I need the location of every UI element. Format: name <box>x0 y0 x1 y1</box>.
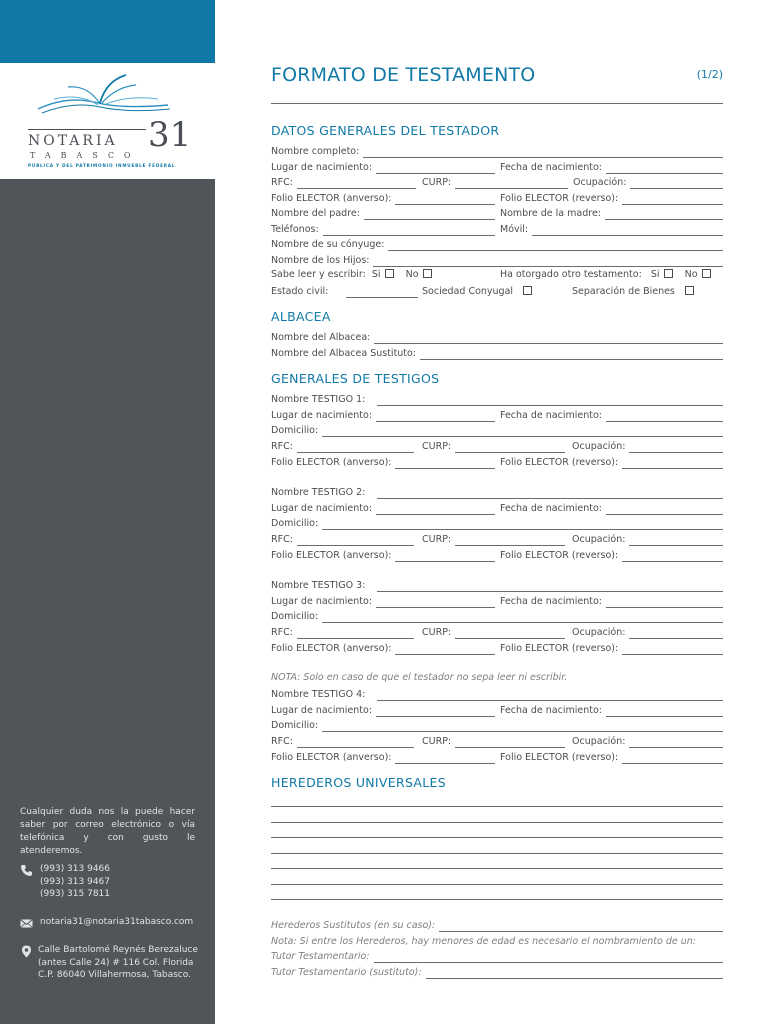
contact-message: Cualquier duda nos la puede hacer saber por correo electrónico o vía telefónica y con gusto le atenderemos. <box>20 807 195 856</box>
testador-folio-anverso-field[interactable] <box>271 191 495 205</box>
sidebar <box>0 0 215 1024</box>
testigo-2-nombre-row <box>271 485 723 499</box>
address-line-1: Calle Bartolomé Reynés Berezaluce <box>38 945 198 955</box>
field-label: Ocupación: <box>572 441 626 452</box>
albacea-sustituto-row <box>271 346 723 360</box>
testigo-4-domicilio-field[interactable] <box>271 718 723 732</box>
testador-rfc-field[interactable] <box>271 175 416 189</box>
estado-civil-field[interactable] <box>271 284 418 298</box>
field-label: Domicilio: <box>271 425 319 436</box>
address-line-2: (antes Calle 24) # 116 Col. Florida <box>38 957 194 968</box>
field-label: Folio ELECTOR (anverso): <box>271 457 392 468</box>
testigo-1-domicilio-field[interactable] <box>271 423 723 437</box>
testigo-4-ocupacion-field[interactable] <box>572 734 723 748</box>
heredero-line-7[interactable] <box>271 899 723 900</box>
logo-subtitle: TABASCO <box>30 151 141 160</box>
testador-curp-field[interactable] <box>422 175 568 189</box>
testador-lugar-field[interactable] <box>271 160 495 174</box>
testigo-4-note: NOTA: Solo en caso de que el testador no sepa leer ni escribir. <box>271 672 568 683</box>
herederos-sustitutos-row <box>271 918 723 932</box>
testigo-1-nombre-field[interactable] <box>271 392 723 406</box>
testigo-1-folio-anverso-field[interactable] <box>271 455 495 469</box>
email-link[interactable]: notaria31@notaria31tabasco.com <box>40 917 194 927</box>
field-label: Herederos Sustitutos (en su caso): <box>271 920 436 931</box>
field-label: Folio ELECTOR (reverso): <box>500 643 619 654</box>
otro-testamento-label: Ha otorgado otro testamento: <box>500 269 642 280</box>
field-label: CURP: <box>422 534 452 545</box>
field-label: RFC: <box>271 441 293 452</box>
otro-testamento-no-checkbox[interactable] <box>702 269 711 278</box>
field-label: Tutor Testamentario: <box>271 951 370 962</box>
tutor-sustituto-row <box>271 965 723 979</box>
testigo-3-nombre-row <box>271 578 723 592</box>
sociedad-label: Sociedad Conyugal <box>422 286 514 297</box>
field-label: Fecha de nacimiento: <box>500 410 602 421</box>
section-albacea-heading: ALBACEA <box>271 309 331 324</box>
testador-telefonos-row <box>271 222 723 236</box>
phone-2[interactable]: (993) 313 9467 <box>40 876 111 887</box>
logo-rule <box>28 129 146 130</box>
field-label: Nombre de su cónyuge: <box>271 239 385 250</box>
address-line-3: C.P. 86040 Villahermosa, Tabasco. <box>38 970 191 980</box>
field-label: Nombre TESTIGO 4: <box>271 689 366 700</box>
otro-testamento-no-label: No <box>684 269 698 280</box>
testigo-4-folio-row <box>271 750 723 764</box>
testador-padre-field[interactable] <box>271 206 495 220</box>
testigo-4-folio-anverso-field[interactable] <box>271 750 495 764</box>
testigo-3-folio-reverso-field[interactable] <box>500 641 723 655</box>
field-label: CURP: <box>422 736 452 747</box>
phone-1[interactable]: (993) 313 9466 <box>40 864 111 874</box>
testigo-2-domicilio-field[interactable] <box>271 516 723 530</box>
testigo-1-nombre-row <box>271 392 723 406</box>
testigo-4-domicilio-row <box>271 718 723 732</box>
heredero-line-6[interactable] <box>271 884 723 885</box>
heredero-line-1[interactable] <box>271 806 723 807</box>
herederos-sustitutos-field[interactable] <box>271 918 723 932</box>
testigo-2-folio-anverso-field[interactable] <box>271 548 495 562</box>
testador-conyuge-row <box>271 237 723 251</box>
testigo-2-fecha-field[interactable] <box>500 501 723 515</box>
testigo-3-domicilio-row <box>271 609 723 623</box>
field-label: RFC: <box>271 177 293 188</box>
testigo-4-lugar-field[interactable] <box>271 703 495 717</box>
sabe-leer-no-checkbox[interactable] <box>423 269 432 278</box>
testigo-4-ids-row <box>271 734 723 748</box>
testigo-4-nombre-row <box>271 687 723 701</box>
otro-testamento-group <box>500 269 711 281</box>
testador-hijos-row <box>271 253 723 267</box>
field-label: Fecha de nacimiento: <box>500 162 602 173</box>
field-label: Folio ELECTOR (reverso): <box>500 752 619 763</box>
testigo-3-rfc-field[interactable] <box>271 625 414 639</box>
testigo-1-ocupacion-field[interactable] <box>572 439 723 453</box>
testador-fecha-field[interactable] <box>500 160 723 174</box>
heredero-line-2[interactable] <box>271 822 723 823</box>
testigo-1-folio-row <box>271 455 723 469</box>
testigo-3-fecha-field[interactable] <box>500 594 723 608</box>
field-label: Lugar de nacimiento: <box>271 503 373 514</box>
testigo-4-nacimiento-row <box>271 703 723 717</box>
tutor-sustituto-field[interactable] <box>271 965 723 979</box>
field-label: Ocupación: <box>572 627 626 638</box>
envelope-icon <box>20 917 33 930</box>
albacea-nombre-row <box>271 330 723 344</box>
testigo-3-domicilio-field[interactable] <box>271 609 723 623</box>
testigo-4-folio-reverso-field[interactable] <box>500 750 723 764</box>
testigo-3-ids-row <box>271 625 723 639</box>
field-label: Folio ELECTOR (anverso): <box>271 193 392 204</box>
field-label: Folio ELECTOR (anverso): <box>271 643 392 654</box>
heredero-line-4[interactable] <box>271 853 723 854</box>
sabe-leer-label: Sabe leer y escribir: <box>271 269 366 280</box>
phone-3[interactable]: (993) 315 7811 <box>40 889 111 899</box>
field-label: Lugar de nacimiento: <box>271 162 373 173</box>
estado-civil-row <box>271 284 723 298</box>
sociedad-checkbox[interactable] <box>523 286 532 295</box>
heredero-line-5[interactable] <box>271 868 723 869</box>
field-label: Nombre del Albacea Sustituto: <box>271 348 417 359</box>
testigo-3-nombre-field[interactable] <box>271 578 723 592</box>
field-label: Domicilio: <box>271 518 319 529</box>
field-label: Estado civil: <box>271 286 329 297</box>
separacion-label: Separación de Bienes <box>572 286 675 297</box>
field-label: CURP: <box>422 627 452 638</box>
testigo-2-nacimiento-row <box>271 501 723 515</box>
field-label: Nombre del padre: <box>271 208 360 219</box>
notaria-logo <box>0 63 215 179</box>
field-label: Folio ELECTOR (reverso): <box>500 457 619 468</box>
field-label: Lugar de nacimiento: <box>271 410 373 421</box>
field-label: Domicilio: <box>271 720 319 731</box>
testador-ids-row <box>271 175 723 189</box>
testigo-1-lugar-field[interactable] <box>271 408 495 422</box>
field-label: RFC: <box>271 627 293 638</box>
logo-word: NOTARIA <box>28 133 118 149</box>
menores-note: Nota: Si entre los Herederos, hay menores de edad es necesario el nombramiento de un: <box>271 936 696 947</box>
field-label: Lugar de nacimiento: <box>271 596 373 607</box>
testador-madre-field[interactable] <box>500 206 723 220</box>
separacion-group <box>572 286 694 298</box>
location-pin-icon <box>20 945 33 958</box>
field-label: Folio ELECTOR (anverso): <box>271 752 392 763</box>
testigo-2-folio-row <box>271 548 723 562</box>
field-label: RFC: <box>271 534 293 545</box>
field-label: Folio ELECTOR (anverso): <box>271 550 392 561</box>
testador-hijos-field[interactable] <box>271 253 723 267</box>
testigo-3-folio-row <box>271 641 723 655</box>
testador-nombre-field[interactable] <box>271 144 723 158</box>
otro-testamento-si-checkbox[interactable] <box>664 269 673 278</box>
testador-telefonos-field[interactable] <box>271 222 495 236</box>
sociedad-group <box>422 286 532 298</box>
field-label: Folio ELECTOR (reverso): <box>500 193 619 204</box>
field-label: Móvil: <box>500 224 529 235</box>
testador-folio-row <box>271 191 723 205</box>
tutor-field[interactable] <box>271 949 723 963</box>
field-label: Ocupación: <box>572 736 626 747</box>
field-label: Ocupación: <box>573 177 627 188</box>
testigo-2-curp-field[interactable] <box>422 532 565 546</box>
testigo-2-lugar-field[interactable] <box>271 501 495 515</box>
heredero-line-3[interactable] <box>271 837 723 838</box>
testigo-1-nacimiento-row <box>271 408 723 422</box>
albacea-nombre-field[interactable] <box>271 330 723 344</box>
page-title: FORMATO DE TESTAMENTO <box>271 64 536 86</box>
testigo-1-domicilio-row <box>271 423 723 437</box>
field-label: Fecha de nacimiento: <box>500 596 602 607</box>
field-label: Nombre TESTIGO 2: <box>271 487 366 498</box>
sabe-leer-no-label: No <box>405 269 419 280</box>
testador-nacimiento-row <box>271 160 723 174</box>
section-testigos-heading: GENERALES DE TESTIGOS <box>271 371 440 386</box>
testador-conyuge-field[interactable] <box>271 237 723 251</box>
section-herederos-heading: HEREDEROS UNIVERSALES <box>271 775 446 790</box>
field-label: Nombre TESTIGO 1: <box>271 394 366 405</box>
field-label: Nombre TESTIGO 3: <box>271 580 366 591</box>
sabe-leer-si-checkbox[interactable] <box>385 269 394 278</box>
testador-padres-row <box>271 206 723 220</box>
testigo-2-domicilio-row <box>271 516 723 530</box>
testigo-2-nombre-field[interactable] <box>271 485 723 499</box>
testigo-2-ocupacion-field[interactable] <box>572 532 723 546</box>
testigo-3-nacimiento-row <box>271 594 723 608</box>
testigo-3-folio-anverso-field[interactable] <box>271 641 495 655</box>
logo-number: 31 <box>148 115 192 155</box>
testigo-2-rfc-field[interactable] <box>271 532 414 546</box>
sidebar-top-band <box>0 0 215 63</box>
testador-folio-reverso-field[interactable] <box>500 191 723 205</box>
field-label: Domicilio: <box>271 611 319 622</box>
field-label: CURP: <box>422 441 452 452</box>
logo-tagline: PÚBLICA Y DEL PATRIMONIO INMUEBLE FEDERAL <box>28 163 176 168</box>
section-testador-heading: DATOS GENERALES DEL TESTADOR <box>271 123 500 138</box>
field-label: Lugar de nacimiento: <box>271 705 373 716</box>
otro-testamento-si-label: Si <box>650 269 660 280</box>
field-label: Ocupación: <box>572 534 626 545</box>
field-label: Fecha de nacimiento: <box>500 503 602 514</box>
tutor-row <box>271 949 723 963</box>
field-label: Nombre de los Hijos: <box>271 255 370 266</box>
field-label: Nombre completo: <box>271 146 360 157</box>
title-divider <box>271 103 723 104</box>
testador-movil-field[interactable] <box>500 222 723 236</box>
testigo-1-rfc-field[interactable] <box>271 439 414 453</box>
field-label: Tutor Testamentario (sustituto): <box>271 967 422 978</box>
field-label: RFC: <box>271 736 293 747</box>
testigo-4-fecha-field[interactable] <box>500 703 723 717</box>
separacion-checkbox[interactable] <box>685 286 694 295</box>
testigo-3-lugar-field[interactable] <box>271 594 495 608</box>
field-label: Nombre de la madre: <box>500 208 601 219</box>
albacea-sustituto-field[interactable] <box>271 346 723 360</box>
testigo-3-ocupacion-field[interactable] <box>572 625 723 639</box>
field-label: Folio ELECTOR (reverso): <box>500 550 619 561</box>
sabe-leer-si-label: Si <box>371 269 381 280</box>
field-label: Nombre del Albacea: <box>271 332 371 343</box>
testigo-1-curp-field[interactable] <box>422 439 565 453</box>
testigo-2-folio-reverso-field[interactable] <box>500 548 723 562</box>
field-label: Teléfonos: <box>271 224 319 235</box>
testigo-4-rfc-field[interactable] <box>271 734 414 748</box>
sabe-leer-group <box>271 269 432 281</box>
testador-nombre-row <box>271 144 723 158</box>
testigo-4-curp-field[interactable] <box>422 734 565 748</box>
testigo-4-nombre-field[interactable] <box>271 687 723 701</box>
field-label: CURP: <box>422 177 452 188</box>
testador-ocupacion-field[interactable] <box>573 175 723 189</box>
testigo-3-curp-field[interactable] <box>422 625 565 639</box>
page-number: (1/2) <box>696 68 723 81</box>
testigo-1-folio-reverso-field[interactable] <box>500 455 723 469</box>
testigo-2-ids-row <box>271 532 723 546</box>
phone-icon <box>20 864 33 877</box>
field-label: Fecha de nacimiento: <box>500 705 602 716</box>
testigo-1-ids-row <box>271 439 723 453</box>
testigo-1-fecha-field[interactable] <box>500 408 723 422</box>
